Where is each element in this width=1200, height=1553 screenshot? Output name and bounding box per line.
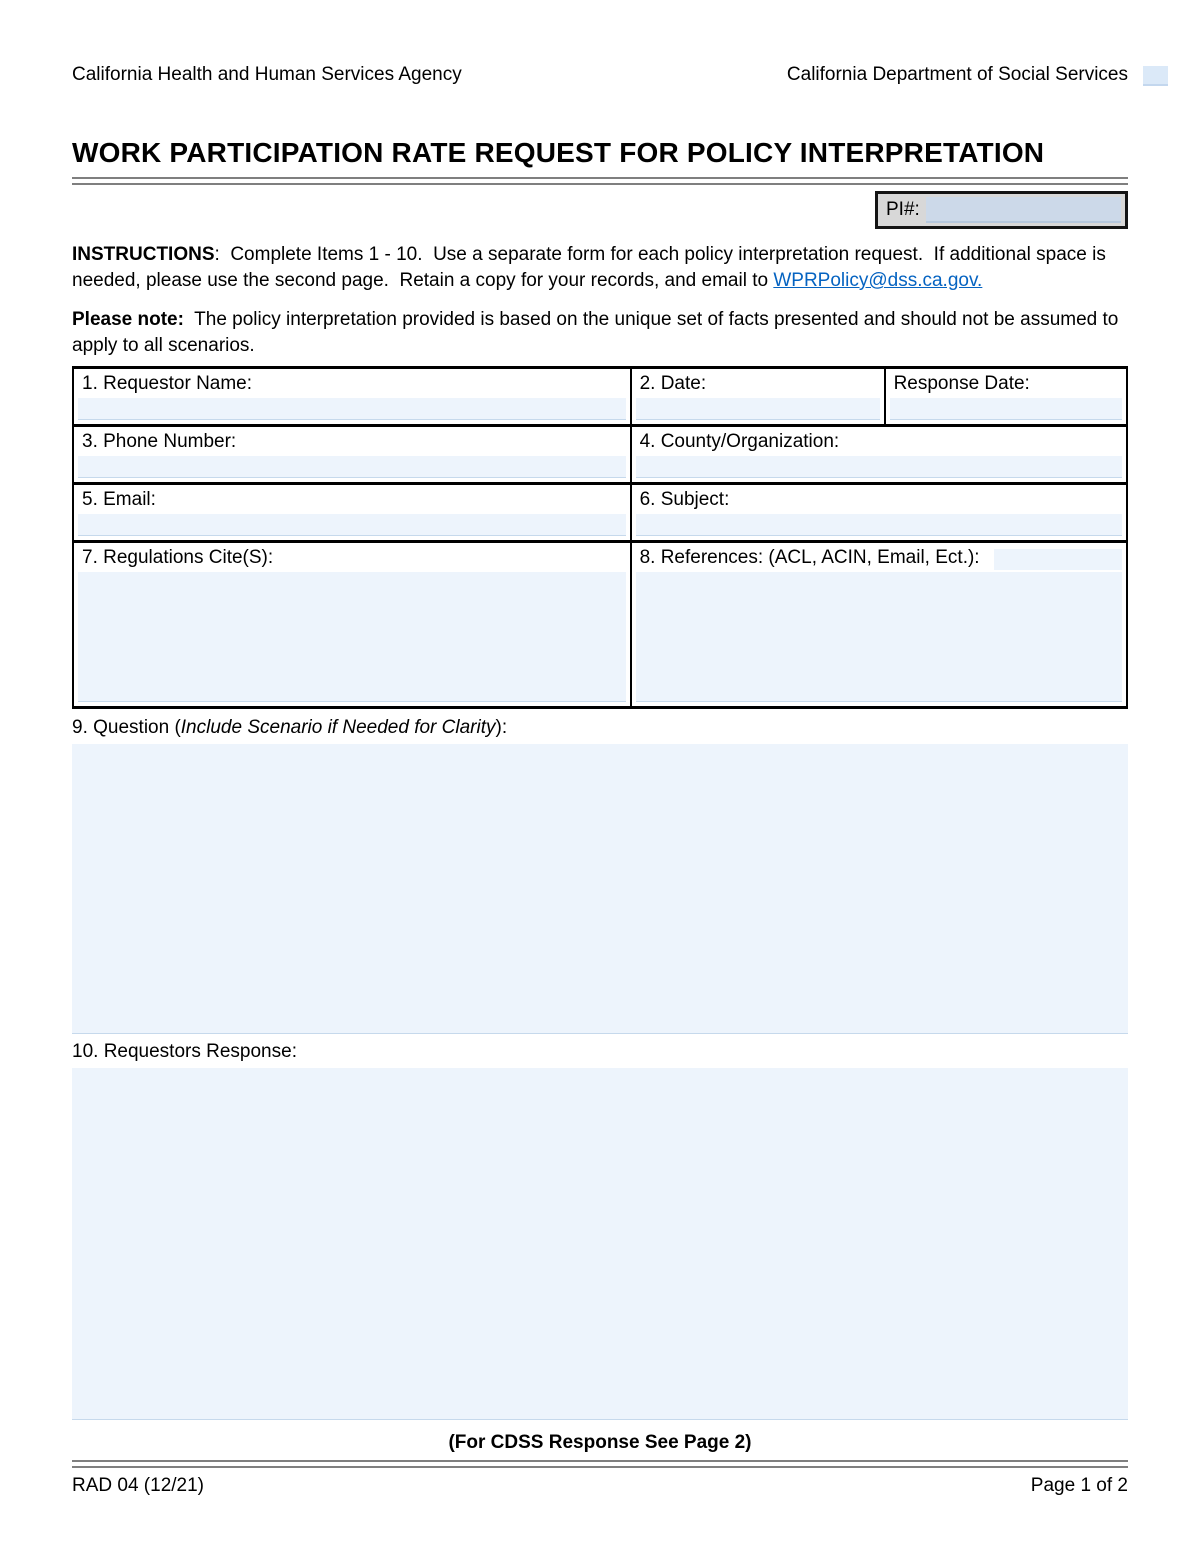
phone-number-input[interactable] [78,456,626,478]
requestor-name-input[interactable] [78,398,626,420]
footer-divider [72,1460,1128,1468]
subject-label: 6. Subject: [639,489,730,510]
agency-name: California Health and Human Services Agency [72,64,462,85]
email-label: 5. Email: [82,489,156,510]
cdss-response-note: (For CDSS Response See Page 2) [448,1432,752,1453]
question-label-suffix: ): [495,717,508,738]
county-organization-input[interactable] [636,456,1122,478]
subject-input[interactable] [636,514,1122,536]
phone-number-label: 3. Phone Number: [82,431,237,452]
county-organization-cell [631,426,1127,484]
subject-cell [631,484,1127,542]
header-small-form-field[interactable] [1143,66,1168,86]
form-fields-table [72,366,1128,709]
instructions-text: : Complete Items 1 - 10. Use a separate form for each policy interpretation request. If additional space is needed, please use the second page. Retain a copy for your records, and email to [72,244,1112,291]
page-header [72,64,1128,86]
requestor-name-cell [73,368,631,426]
references-label: 8. References: (ACL, ACIN, Email, Ect.): [639,547,980,568]
instructions-label: INSTRUCTIONS [72,244,215,265]
question-label-italic: Include Scenario if Needed for Clarity [180,717,496,738]
table-row [73,484,1127,542]
table-row [73,368,1127,426]
requestors-response-label: 10. Requestors Response: [72,1041,297,1062]
date-cell [631,368,885,426]
references-cell [631,542,1127,708]
requestors-response-input[interactable] [72,1068,1128,1420]
page-footer [72,1473,1128,1499]
regulations-cite-input[interactable] [78,572,626,702]
page-title: WORK PARTICIPATION RATE REQUEST FOR POLICY INTERPRETATION [72,137,1045,168]
note-label: Please note: [72,309,184,330]
title-divider [72,177,1128,185]
instructions-paragraph [72,242,1128,294]
question-label [72,715,1128,741]
form-number: RAD 04 (12/21) [72,1475,205,1496]
county-organization-label: 4. County/Organization: [639,431,840,452]
response-date-label: Response Date: [893,373,1030,394]
question-label-prefix: 9. Question ( [72,717,181,738]
date-label: 2. Date: [639,373,707,394]
table-row [73,542,1127,708]
regulations-cite-label: 7. Regulations Cite(S): [82,547,274,568]
requestor-name-label: 1. Requestor Name: [82,373,253,394]
pi-number-input[interactable] [926,197,1121,223]
pi-number-box [875,191,1128,229]
email-cell [73,484,631,542]
department-name: California Department of Social Services [786,64,1128,85]
table-row [73,426,1127,484]
note-text: The policy interpretation provided is based on the unique set of facts presented and should not be assumed to apply to all scenarios. [72,309,1124,356]
regulations-cite-cell [73,542,631,708]
date-input[interactable] [636,398,880,420]
pi-number-label: PI#: [886,199,920,220]
note-paragraph [72,307,1128,359]
question-input[interactable] [72,744,1128,1034]
email-input[interactable] [78,514,626,536]
response-date-cell [885,368,1127,426]
references-input[interactable] [636,572,1122,702]
page-number: Page 1 of 2 [1030,1475,1128,1496]
response-date-input[interactable] [890,398,1122,420]
references-inline-input[interactable] [994,549,1122,570]
phone-number-cell [73,426,631,484]
wpr-policy-email-link[interactable]: WPRPolicy@dss.ca.gov. [773,270,983,291]
